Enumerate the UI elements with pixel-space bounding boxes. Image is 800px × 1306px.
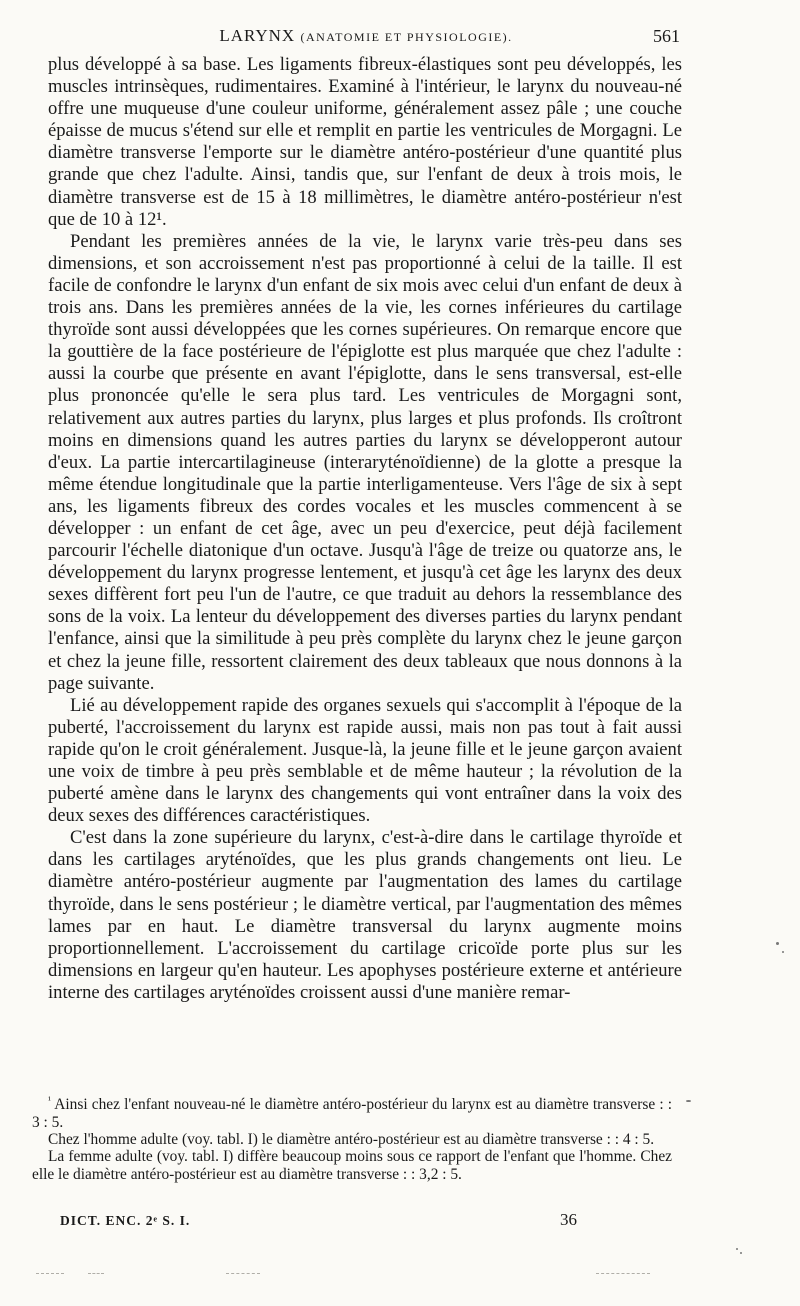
footnote: [32, 1092, 672, 1131]
footnote: Chez l'homme adulte (voy. tabl. I) le diamètre antéro-postérieur est au diamètre transverse : : 4 : 5.: [48, 1130, 655, 1148]
scan-edge-mark: [88, 1273, 104, 1275]
footnote: La femme adulte (voy. tabl. I) diffère beaucoup moins sous ce rapport de l'enfant que l'homme. Chez elle le diamètre antéro-postérieur est au diamètre transverse : : 3,2 : 5.: [32, 1148, 672, 1183]
running-header: [52, 26, 680, 48]
scan-edge-mark: [36, 1273, 64, 1275]
body-text: [48, 54, 682, 1004]
page-number: 561: [653, 26, 680, 46]
ink-speck: [686, 1100, 691, 1102]
header-subtitle: (ANATOMIE ET PHYSIOLOGIE).: [300, 30, 513, 44]
sheet-number: 36: [560, 1210, 577, 1229]
paragraph: plus développé à sa base. Les ligaments fibreux-élastiques sont peu développés, les muscles intrinsèques, rudimentaires. Examiné à l'intérieur, le larynx du nouveau-né offre une muqueuse d'une couleur uniforme, généralement assez pâle ; une couche épaisse de mucus s'étend sur elle et remplit en partie les ventricules de Morgagni. Le diamètre transverse l'emporte sur le diamètre antéro-postérieur d'une quantité plus grande que chez l'adulte. Ainsi, tandis que, sur l'enfant de deux à trois mois, le diamètre transverse est de 15 à 18 millimètres, le diamètre antéro-postérieur n'est que de 10 à 12¹.: [48, 54, 682, 230]
printer-signature: DICT. ENC. 2ᵉ S. I.: [60, 1213, 191, 1228]
ink-speck: [740, 1252, 742, 1254]
scan-edge-mark: [226, 1273, 260, 1275]
header-title: LARYNX: [219, 26, 296, 45]
paragraph: Pendant les premières années de la vie, le larynx varie très-peu dans ses dimensions, et son accroissement n'est pas proportionné à celui de la taille. Il est facile de confondre le larynx d'un enfant de six mois avec celui d'un enfant de deux à trois ans. Dans les premières années de la vie, les cornes inférieures du cartilage thyroïde sont aussi développées que les cornes supérieures. On remarque encore que la gouttière de la face postérieure de l'épiglotte est plus marquée que chez l'adulte : aussi la courbe que présente en avant l'épiglotte, dans le sens transversal, est-elle plus prononcée qu'elle le sera plus tard. Les ventricules de Morgagni sont, relativement aux autres parties du larynx, plus larges et plus profonds. Ils croîtront moins en dimensions quand les autres parties du larynx se développeront autour d'eux. La partie intercartilagineuse (interaryténoïdienne) de la glotte a presque la même étendue longitudinale que la partie interligamenteuse. Vers l'âge de six à sept ans, les ligaments fibreux des cordes vocales et les muscles commencent à se développer : un enfant de cet âge, avec un peu d'exercice, peut déjà facilement parcourir l'échelle diatonique d'un octave. Jusqu'à l'âge de treize ou quatorze ans, le développement du larynx progresse lentement, et jusqu'à cet âge les larynx des deux sexes diffèrent fort peu l'un de l'autre, ce que traduit au dehors la ressemblance des sons de la voix. La lenteur du développement des diverses parties du larynx pendant l'enfance, ainsi que la similitude à peu près complète du larynx chez le jeune garçon et chez la jeune fille, ressortent clairement des deux tableaux que nous donnons à la page suivante.: [48, 230, 682, 694]
scan-edge-mark: [596, 1273, 650, 1275]
paragraph: Lié au développement rapide des organes sexuels qui s'accomplit à l'époque de la puberté, l'accroissement du larynx est rapide aussi, mais non pas tout à fait aussi rapide qu'on le croit généralement. Jusque-là, la jeune fille et le jeune garçon avaient une voix de timbre à peu près semblable et de même hauteur ; la révolution de la puberté amène dans le larynx des changements qui vont entraîner dans la voix des deux sexes des différences caractéristiques.: [48, 694, 682, 827]
footnote-text: Ainsi chez l'enfant nouveau-né le diamètre antéro-postérieur du larynx est au diamètre transverse : : 3 : 5.: [32, 1096, 673, 1131]
footnote-marker: ¹: [48, 1095, 51, 1106]
ink-speck: [782, 951, 784, 953]
ink-speck: [736, 1248, 738, 1250]
footnotes: [32, 1092, 672, 1183]
paragraph: C'est dans la zone supérieure du larynx, c'est-à-dire dans le cartilage thyroïde et dans les cartilages aryténoïdes, que les plus grands changements ont lieu. Le diamètre antéro-postérieur augmente par l'augmentation des lames du cartilage thyroïde, dans le sens postérieur ; le diamètre vertical, par l'augmentation des mêmes lames par en haut. Le diamètre transversal du larynx augmente moins proportionnellement. L'accroissement du cartilage cricoïde porte plus sur les dimensions en largeur qu'en hauteur. Les apophyses postérieure externe et antérieure interne des cartilages aryténoïdes croissent aussi d'une manière remar-: [48, 827, 682, 1003]
ink-speck: [776, 942, 779, 945]
